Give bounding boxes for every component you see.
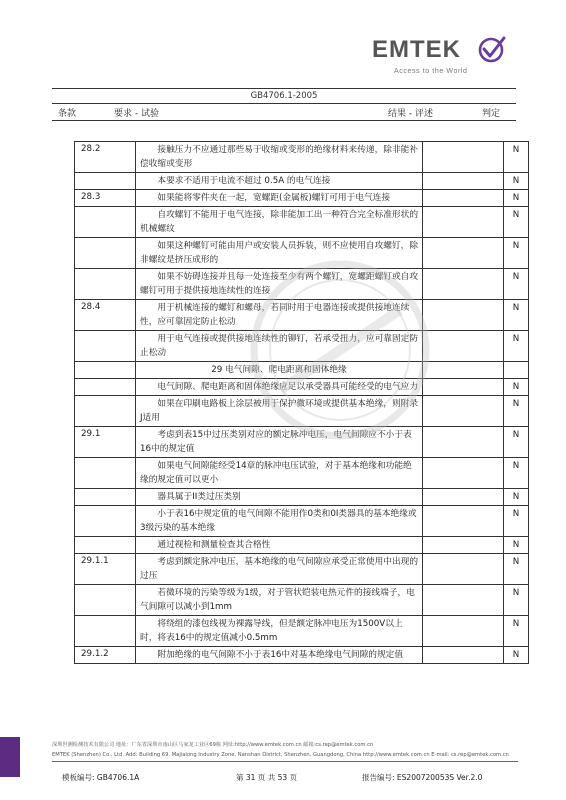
clause-cell	[75, 489, 136, 506]
clause-cell: 29.1.2	[75, 647, 136, 664]
requirement-cell	[136, 331, 423, 362]
requirement-text: 用于电气连接或提供接地连续性的铆钉，若承受扭力，应可靠固定防止松动	[140, 334, 419, 358]
result-cell	[423, 142, 504, 173]
requirement-cell	[136, 269, 423, 300]
requirement-cell	[136, 506, 423, 537]
requirement-cell	[136, 427, 423, 458]
result-cell	[423, 458, 504, 489]
report-value: ES200720053S Ver.2.0	[396, 773, 483, 782]
verdict-value: N	[512, 272, 520, 282]
verdict-cell	[504, 616, 529, 647]
requirement-cell	[136, 537, 423, 554]
requirement-text: 用于机械连接的螺钉和螺母，若同时用于电器连接或提供接地连续性，应可靠固定防止松动	[140, 303, 410, 327]
requirement-text: 器具属于II类过压类别	[157, 492, 241, 502]
table-row	[75, 554, 529, 585]
requirement-cell	[136, 379, 423, 396]
verdict-value: N	[512, 241, 520, 251]
template-value: GB4706.1A	[96, 773, 140, 782]
verdict-cell	[504, 207, 529, 238]
clause-cell	[75, 238, 136, 269]
requirement-cell	[136, 207, 423, 238]
requirement-text: 接触压力不应通过那些易于收缩或变形的绝缘材料来传递，除非能补偿收缩或变形	[140, 145, 419, 169]
table-row	[75, 173, 529, 190]
verdict-value: N	[512, 430, 520, 440]
verdict-cell	[504, 458, 529, 489]
verdict-cell	[504, 331, 529, 362]
verdict-cell	[504, 300, 529, 331]
requirement-text: 考虑到表15中过压类别对应的额定脉冲电压，电气间隙应不小于表16中的规定值	[140, 430, 412, 454]
clause-cell	[75, 458, 136, 489]
clause-cell	[75, 362, 136, 379]
clause-cell	[75, 331, 136, 362]
result-cell	[423, 616, 504, 647]
result-cell	[423, 554, 504, 585]
table-row	[75, 489, 529, 506]
verdict-cell	[504, 427, 529, 458]
requirement-cell	[136, 585, 423, 616]
section-number: 29	[211, 365, 223, 375]
requirement-text: 如果能将零件夹在一起，宽螺距(金属板)螺钉可用于电气连接	[157, 193, 391, 203]
section-title: 电气间隙、爬电距离和固体绝缘	[225, 365, 347, 375]
requirement-cell	[136, 300, 423, 331]
requirement-text: 若微环境的污染等级为1级，对于管状铠装电热元件的接线端子，电气间隙可以减小到1mm	[140, 588, 415, 612]
requirement-text: 如果在印刷电路板上涂层被用于保护微环境或提供基本绝缘，则附录J适用	[140, 399, 419, 423]
clause-cell	[75, 396, 136, 427]
clause-cell: 29.1	[75, 427, 136, 458]
column-header-row	[52, 103, 516, 121]
requirements-table	[74, 141, 529, 664]
table-row	[75, 647, 529, 664]
requirement-cell	[136, 190, 423, 207]
verdict-value: N	[512, 492, 520, 502]
footer-accent-bar	[0, 737, 20, 777]
result-cell	[423, 331, 504, 362]
requirement-cell	[136, 238, 423, 269]
clause-cell	[75, 379, 136, 396]
verdict-cell	[504, 647, 529, 664]
verdict-value: N	[512, 210, 520, 220]
table-row	[75, 458, 529, 489]
footer-divider	[52, 761, 518, 762]
page-number: 第 31 页 共 53 页	[236, 773, 298, 782]
table-row	[75, 396, 529, 427]
column-result-header: 结果 - 评述	[388, 109, 433, 119]
table-row	[75, 379, 529, 396]
table-row	[75, 362, 529, 379]
verdict-cell	[504, 142, 529, 173]
verdict-value: N	[512, 461, 520, 471]
verdict-cell	[504, 506, 529, 537]
column-clause-header: 条款	[58, 109, 77, 119]
verdict-cell	[504, 585, 529, 616]
result-cell	[423, 207, 504, 238]
clause-cell: 29.1.1	[75, 554, 136, 585]
requirement-text: 考虑到额定脉冲电压，基本绝缘的电气间隙应承受正常使用中出现的过压	[140, 557, 419, 581]
report-number	[362, 772, 482, 783]
requirement-cell	[136, 554, 423, 585]
requirement-text: 如果不妨碍连接并且每一处连接至少有两个螺钉，宽螺距螺钉或自攻螺钉可用于提供接地连续性的连接	[140, 272, 419, 296]
verdict-value: N	[512, 588, 520, 598]
verdict-cell	[504, 269, 529, 300]
verdict-cell	[504, 238, 529, 269]
clause-cell: 28.3	[75, 190, 136, 207]
requirement-text: 将绕组的漆包线视为裸露导线，但是额定脉冲电压为1500V以上时，将表16中的规定值减小0.5mm	[140, 619, 403, 643]
result-cell	[423, 238, 504, 269]
table-row	[75, 506, 529, 537]
requirement-cell	[136, 489, 423, 506]
requirement-cell	[136, 173, 423, 190]
emtek-logo	[372, 34, 522, 84]
clause-cell: 28.4	[75, 300, 136, 331]
requirement-text: 电气间隙、爬电距离和固体绝缘应足以承受器具可能经受的电气应力	[157, 382, 419, 392]
requirement-cell	[136, 142, 423, 173]
verdict-cell	[504, 173, 529, 190]
verdict-value: N	[512, 193, 520, 203]
requirement-cell	[136, 362, 423, 379]
clause-cell	[75, 537, 136, 554]
result-cell	[423, 506, 504, 537]
result-cell	[423, 585, 504, 616]
table-row	[75, 190, 529, 207]
verdict-cell	[504, 537, 529, 554]
brand-tagline: Access to the World	[394, 68, 468, 75]
result-cell	[423, 173, 504, 190]
standard-number: GB4706.1-2005	[250, 91, 318, 101]
requirement-cell	[136, 458, 423, 489]
result-cell	[423, 647, 504, 664]
section-heading	[136, 362, 422, 378]
result-cell	[423, 489, 504, 506]
verdict-cell	[504, 489, 529, 506]
verdict-value: N	[512, 557, 520, 567]
footer-address-en: EMTEK (Shenzhen) Co., Ltd. Add: Building 69, Majialong Industry Zone, Nanshan District, Shenzhen, Guangdong, China http://www.emtek.com.cn E-mail: cs.rep@emtek.com.cn	[52, 752, 509, 758]
clause-cell	[75, 585, 136, 616]
result-cell	[423, 362, 504, 379]
table-row	[75, 427, 529, 458]
verdict-value: N	[512, 176, 520, 186]
clause-cell	[75, 207, 136, 238]
verdict-value: N	[512, 382, 520, 392]
clause-cell	[75, 506, 136, 537]
verdict-cell	[504, 396, 529, 427]
standard-header	[52, 88, 516, 103]
template-label: 模板编号:	[62, 773, 95, 782]
brand-name: EMTEK	[372, 36, 461, 63]
verdict-value: N	[512, 145, 520, 155]
verdict-value: N	[512, 540, 520, 550]
table-row	[75, 142, 529, 173]
report-label: 报告编号:	[362, 773, 395, 782]
requirement-text: 本要求不适用于电流不超过 0.5A 的电气连接	[157, 176, 331, 186]
clause-cell	[75, 173, 136, 190]
clause-cell	[75, 269, 136, 300]
requirement-cell	[136, 616, 423, 647]
table-row	[75, 207, 529, 238]
result-cell	[423, 537, 504, 554]
result-cell	[423, 379, 504, 396]
result-cell	[423, 396, 504, 427]
verdict-value: N	[512, 399, 520, 409]
table-row	[75, 616, 529, 647]
requirement-text: 附加绝缘的电气间隙不小于表16中对基本绝缘电气间隙的规定值	[157, 650, 404, 660]
result-cell	[423, 190, 504, 207]
verdict-cell	[504, 190, 529, 207]
table-row	[75, 537, 529, 554]
requirement-cell	[136, 396, 423, 427]
verdict-value: N	[512, 303, 520, 313]
clause-cell	[75, 616, 136, 647]
clause-cell: 28.2	[75, 142, 136, 173]
table-row	[75, 238, 529, 269]
footer-address-cn: 深圳世测检测技术有限公司 地址：广东省深圳市南山区马家龙工业区69栋 网址:http://www.emtek.com.cn 邮箱:cs.rep@emtek.com.cn	[52, 742, 374, 748]
requirement-text: 如果电气间隙能经受14章的脉冲电压试验，对于基本绝缘和功能绝缘的规定值可以更小	[140, 461, 412, 485]
brand-check-icon	[478, 34, 508, 64]
requirement-text: 自攻螺钉不能用于电气连接，除非能加工出一种符合完全标准形状的机械螺纹	[140, 210, 419, 234]
template-number	[62, 772, 139, 783]
verdict-value: N	[512, 619, 520, 629]
result-cell	[423, 427, 504, 458]
verdict-cell	[504, 362, 529, 379]
verdict-value: N	[512, 334, 520, 344]
verdict-value: N	[512, 650, 520, 660]
table-row	[75, 331, 529, 362]
column-verdict-header: 判定	[482, 109, 501, 119]
requirement-text: 通过视检和测量检查其合格性	[157, 540, 271, 550]
requirement-text: 小于表16中规定值的电气间隙不能用作0类和0I类器具的基本绝缘或3级污染的基本绝缘	[140, 509, 417, 533]
requirement-text: 如果这种螺钉可能由用户或安装人员拆装，则不应使用自攻螺钉，除非螺纹是挤压成形的	[140, 241, 419, 265]
result-cell	[423, 269, 504, 300]
verdict-cell	[504, 379, 529, 396]
requirement-cell	[136, 647, 423, 664]
verdict-cell	[504, 554, 529, 585]
result-cell	[423, 300, 504, 331]
verdict-value: N	[512, 509, 520, 519]
table-row	[75, 269, 529, 300]
table-row	[75, 585, 529, 616]
table-row	[75, 300, 529, 331]
column-requirement-header: 要求 - 试验	[114, 109, 159, 119]
